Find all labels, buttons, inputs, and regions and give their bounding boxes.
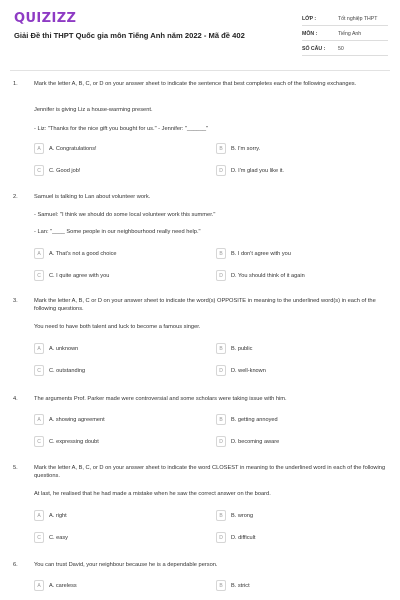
question-line: - Liz: "Thanks for the nice gift you bought for us." - Jennifer: "______" [34,126,209,132]
option-c[interactable] [34,165,184,178]
question-line: - Samuel: "I think we should do some local volunteer work this summer." [34,212,216,218]
option-b[interactable] [216,248,366,261]
option-text: A. right [49,512,67,519]
option-c[interactable] [34,365,184,378]
option-c[interactable] [34,436,184,449]
question-instruction: The arguments Prof. Parker made were controversial and some scholars were taking issue with him. [34,396,287,402]
option-text: A. unknown [49,345,79,352]
option-text: C. Good job! [49,167,81,174]
option-letter: D [216,436,226,447]
option-letter: B [216,414,226,425]
option-text: B. public [231,345,253,352]
option-letter: D [216,270,226,281]
option-a[interactable] [34,510,184,523]
option-a[interactable] [34,248,184,261]
question-line: You need to have both talent and luck to become a famous singer. [34,324,201,330]
option-letter: A [34,143,44,154]
question-line: - Lan: "____ Some people in our neighbourhood really need help." [34,229,201,235]
option-text: B. getting annoyed [231,416,278,423]
quizizz-logo: QUIZIZZ [14,11,77,26]
question-line: Jennifer is giving Liz a house-warming present. [34,107,153,113]
option-d[interactable] [216,165,366,178]
question-number: 5. [13,465,18,471]
meta-label: MÔN : [302,31,318,37]
question-number: 3. [13,298,18,304]
option-b[interactable] [216,510,366,523]
meta-divider [302,40,388,41]
header-divider [10,70,390,71]
option-b[interactable] [216,580,366,593]
option-letter: D [216,365,226,376]
question-instruction: Mark the letter A, B, C, or D on your answer sheet to indicate the sentence that best completes each of the following exchanges. [34,81,357,87]
option-letter: A [34,343,44,354]
question-number: 6. [13,562,18,568]
option-letter: A [34,510,44,521]
option-text: D. difficult [231,534,256,541]
option-letter: B [216,580,226,591]
worksheet-title: Giải Đề thi THPT Quốc gia môn Tiếng Anh năm 2022 - Mã đề 402 [14,31,245,40]
option-text: B. strict [231,582,250,589]
option-a[interactable] [34,143,184,156]
question-instruction: Samuel is talking to Lan about volunteer work. [34,194,151,200]
option-d[interactable] [216,270,366,283]
meta-label: SỐ CÂU : [302,46,326,52]
option-text: A. showing agreement [49,416,105,423]
option-a[interactable] [34,414,184,427]
option-text: A. careless [49,582,77,589]
option-letter: C [34,532,44,543]
option-letter: C [34,270,44,281]
option-b[interactable] [216,143,366,156]
question-number: 1. [13,81,18,87]
option-letter: C [34,165,44,176]
option-c[interactable] [34,270,184,283]
option-text: D. You should think of it again [231,272,305,279]
option-b[interactable] [216,414,366,427]
option-letter: C [34,365,44,376]
question-number: 2. [13,194,18,200]
option-letter: C [34,436,44,447]
option-a[interactable] [34,343,184,356]
option-d[interactable] [216,436,366,449]
question-number: 4. [13,396,18,402]
option-d[interactable] [216,365,366,378]
option-text: A. That's not a good choice [49,250,117,257]
option-text: C. I quite agree with you [49,272,110,279]
worksheet-header [0,0,400,62]
meta-value: Tiếng Anh [338,31,362,37]
option-letter: B [216,143,226,154]
option-text: D. well-known [231,367,266,374]
option-letter: D [216,532,226,543]
question-line: At last, he realised that he had made a mistake when he saw the correct answer on the board. [34,491,271,497]
question-instruction: Mark the letter A, B, C, or D on your answer sheet to indicate the word CLOSEST in meaning to the underlined word in each of the following questions. [34,465,386,479]
question-instruction: You can trust David, your neighbour because he is a dependable person. [34,562,218,568]
option-text: B. I'm sorry. [231,145,261,152]
option-letter: B [216,248,226,259]
option-letter: B [216,510,226,521]
meta-value: Tốt nghiệp THPT [338,16,378,22]
meta-divider [302,55,388,56]
option-text: A. Congratulations! [49,145,97,152]
option-text: C. easy [49,534,68,541]
option-letter: A [34,414,44,425]
option-letter: D [216,165,226,176]
option-letter: A [34,248,44,259]
meta-divider [302,25,388,26]
option-c[interactable] [34,532,184,545]
option-text: D. becoming aware [231,438,280,445]
option-b[interactable] [216,343,366,356]
option-text: B. I don't agree with you [231,250,291,257]
meta-value: 50 [338,46,344,52]
meta-label: LỚP : [302,16,317,22]
option-text: C. expressing doubt [49,438,99,445]
question-instruction: Mark the letter A, B, C or D on your answer sheet to indicate the word(s) OPPOSITE in meaning to the underlined word(s) in each of the following questions. [34,298,376,312]
option-text: B. wrong [231,512,254,519]
option-letter: B [216,343,226,354]
option-letter: A [34,580,44,591]
option-a[interactable] [34,580,184,593]
option-text: C. outstanding [49,367,86,374]
option-d[interactable] [216,532,366,545]
option-text: D. I'm glad you like it. [231,167,284,174]
